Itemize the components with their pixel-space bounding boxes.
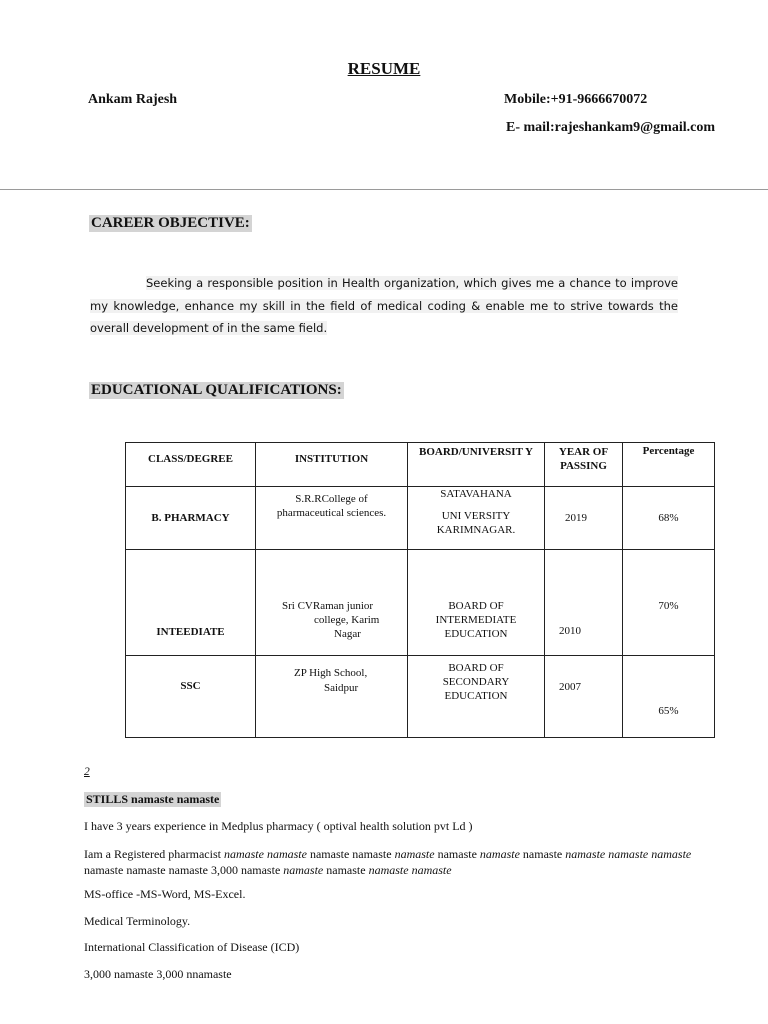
registered-pharmacist-line (84, 846, 694, 878)
email-address: E- mail:rajeshankam9@gmail.com (506, 120, 716, 135)
row-institution-line: ZP High School, (294, 667, 368, 679)
registered-segment: namaste (519, 847, 566, 861)
row-institution-line: college, Karim (314, 614, 380, 626)
row-institution-line: Nagar (334, 628, 361, 640)
header-passing: PASSING (560, 460, 607, 472)
row-degree: SSC (180, 680, 201, 692)
registered-segment: namaste (479, 847, 520, 861)
row-institution-line: Saidpur (324, 682, 359, 694)
row-board-line: UNI VERSITY (441, 510, 511, 522)
registered-pharmacist-text (84, 847, 691, 877)
registered-segment: namaste namaste (223, 847, 307, 861)
education-heading: EDUCATIONAL QUALIFICATIONS: (91, 382, 342, 398)
table-header-row (126, 443, 715, 487)
row-percentage: 68% (658, 512, 679, 524)
career-objective-text (90, 272, 678, 340)
row-board-line: INTERMEDIATE (435, 614, 517, 626)
header-institution: INSTITUTION (294, 453, 369, 465)
mobile-number: Mobile:+91-9666670072 (504, 92, 648, 107)
header-class-degree: CLASS/DEGREE (148, 453, 233, 465)
registered-segment: Iam a Registered pharmacist (84, 847, 224, 861)
candidate-name: Ankam Rajesh (88, 92, 178, 107)
resume-title: RESUME (347, 59, 421, 78)
row-percentage: 70% (658, 600, 679, 612)
registered-segment: namaste (434, 847, 480, 861)
row-board-line: BOARD OF (448, 662, 504, 674)
row-board-line: EDUCATION (444, 628, 508, 640)
row-board-line: SECONDARY (442, 676, 510, 688)
registered-segment: namaste namaste (368, 863, 452, 877)
page-number: 2 (84, 766, 90, 778)
experience-line: I have 3 years experience in Medplus pharmacy ( optival health solution pvt Ld ) (84, 819, 473, 833)
career-objective-body: Seeking a responsible position in Health organization, which gives me a chance to improve my knowledge, enhance my skill in the field of medical coding & enable me to strive towards the overall development of in the same field. (90, 276, 678, 335)
career-objective-heading: CAREER OBJECTIVE: (91, 215, 250, 231)
table-row (126, 550, 715, 656)
medical-terminology-line: Medical Terminology. (84, 914, 191, 928)
row-board-line: EDUCATION (444, 690, 508, 702)
row-institution-line: pharmaceutical sciences. (276, 507, 387, 519)
row-year: 2010 (559, 625, 581, 637)
header-percentage: Percentage (642, 445, 695, 457)
header-board: BOARD/UNIVERSIT Y (419, 446, 533, 458)
header-year: YEAR OF (558, 446, 609, 458)
registered-segment: namaste (323, 863, 369, 877)
row-board-line: SATAVAHANA (440, 488, 512, 500)
skills-heading: STILLS namaste namaste (86, 792, 220, 806)
registered-segment: namaste namaste namaste 3,000 namaste (84, 863, 284, 877)
row-institution-line: S.R.RCollege of (295, 493, 368, 505)
row-year: 2007 (559, 681, 581, 693)
row-degree: B. PHARMACY (151, 512, 230, 524)
registered-segment: namaste namaste (306, 847, 395, 861)
registered-segment: namaste namaste namaste (565, 847, 692, 861)
registered-segment: namaste (394, 847, 435, 861)
registered-segment: namaste (283, 863, 324, 877)
row-board-line: KARIMNAGAR. (436, 524, 516, 536)
table-row (126, 487, 715, 550)
education-table (125, 442, 715, 738)
row-board-line: BOARD OF (448, 600, 504, 612)
row-year: 2019 (565, 512, 587, 524)
row-institution-line: Sri CVRaman junior (282, 600, 374, 612)
table-row (126, 656, 715, 738)
header-divider (0, 189, 768, 190)
row-percentage: 65% (658, 705, 679, 717)
row-degree: INTEEDIATE (156, 626, 225, 638)
icd-line: International Classification of Disease (ICD) (84, 940, 300, 954)
numbers-line: 3,000 namaste 3,000 nnamaste (84, 967, 232, 981)
ms-office-line: MS-office -MS-Word, MS-Excel. (84, 887, 246, 901)
